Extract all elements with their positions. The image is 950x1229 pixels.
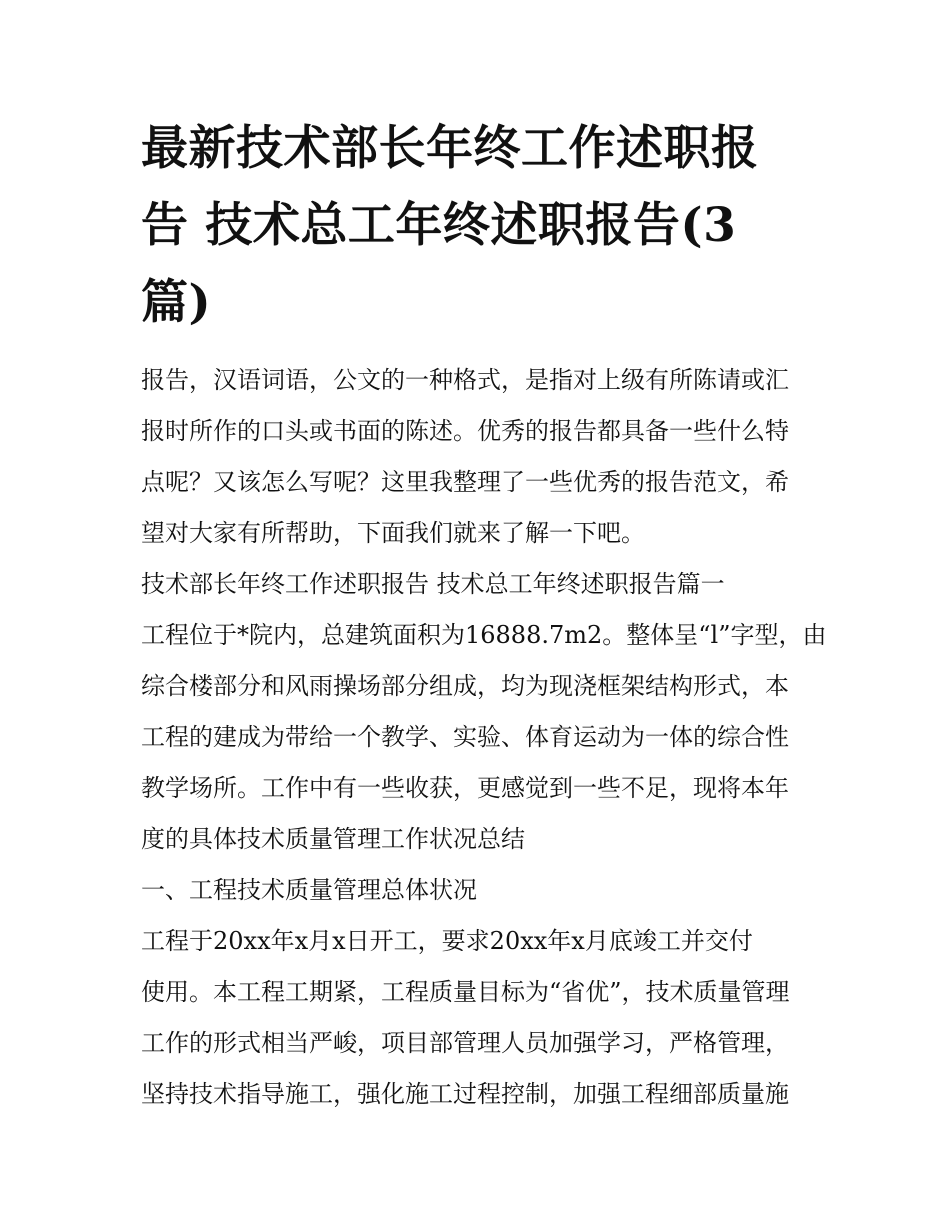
text-line: 坚持技术指导施工，强化施工过程控制，加强工程细部质量施 (141, 1080, 789, 1108)
body-paragraph-2 (141, 916, 813, 1120)
text-line: 技术部长年终工作述职报告 技术总工年终述职报告篇一 (141, 570, 725, 598)
intro-paragraph (141, 355, 813, 559)
document-page (141, 110, 827, 1120)
body-paragraph-1 (141, 610, 827, 865)
text-line: 工程位于*院内，总建筑面积为16888.7m2。整体呈“l”字型，由 (141, 621, 827, 649)
section-heading (141, 559, 813, 610)
subheading (141, 865, 813, 916)
text-line: 工程于20xx年x月x日开工，要求20xx年x月底竣工并交付 (141, 927, 753, 955)
text-line: 报告，汉语词语，公文的一种格式，是指对上级有所陈请或汇 (141, 366, 789, 394)
text-line: 点呢？又该怎么写呢？这里我整理了一些优秀的报告范文，希 (141, 468, 789, 496)
title-line: 告 技术总工年终述职报告(3 (141, 198, 737, 253)
text-line: 一、工程技术质量管理总体状况 (141, 876, 477, 904)
text-line: 综合楼部分和风雨操场部分组成，均为现浇框架结构形式，本 (141, 672, 789, 700)
text-line: 报时所作的口头或书面的陈述。优秀的报告都具备一些什么特 (141, 417, 789, 445)
document-title (141, 110, 813, 341)
text-line: 工作的形式相当严峻，项目部管理人员加强学习，严格管理， (141, 1029, 789, 1057)
title-line: 篇) (141, 275, 212, 330)
text-line: 使用。本工程工期紧，工程质量目标为“省优”，技术质量管理 (141, 978, 790, 1006)
text-line: 工程的建成为带给一个教学、实验、体育运动为一体的综合性 (141, 723, 789, 751)
text-line: 教学场所。工作中有一些收获，更感觉到一些不足，现将本年 (141, 774, 789, 802)
text-line: 望对大家有所帮助，下面我们就来了解一下吧。 (141, 519, 645, 547)
title-line: 最新技术部长年终工作述职报 (141, 121, 759, 176)
text-line: 度的具体技术质量管理工作状况总结 (141, 825, 525, 853)
